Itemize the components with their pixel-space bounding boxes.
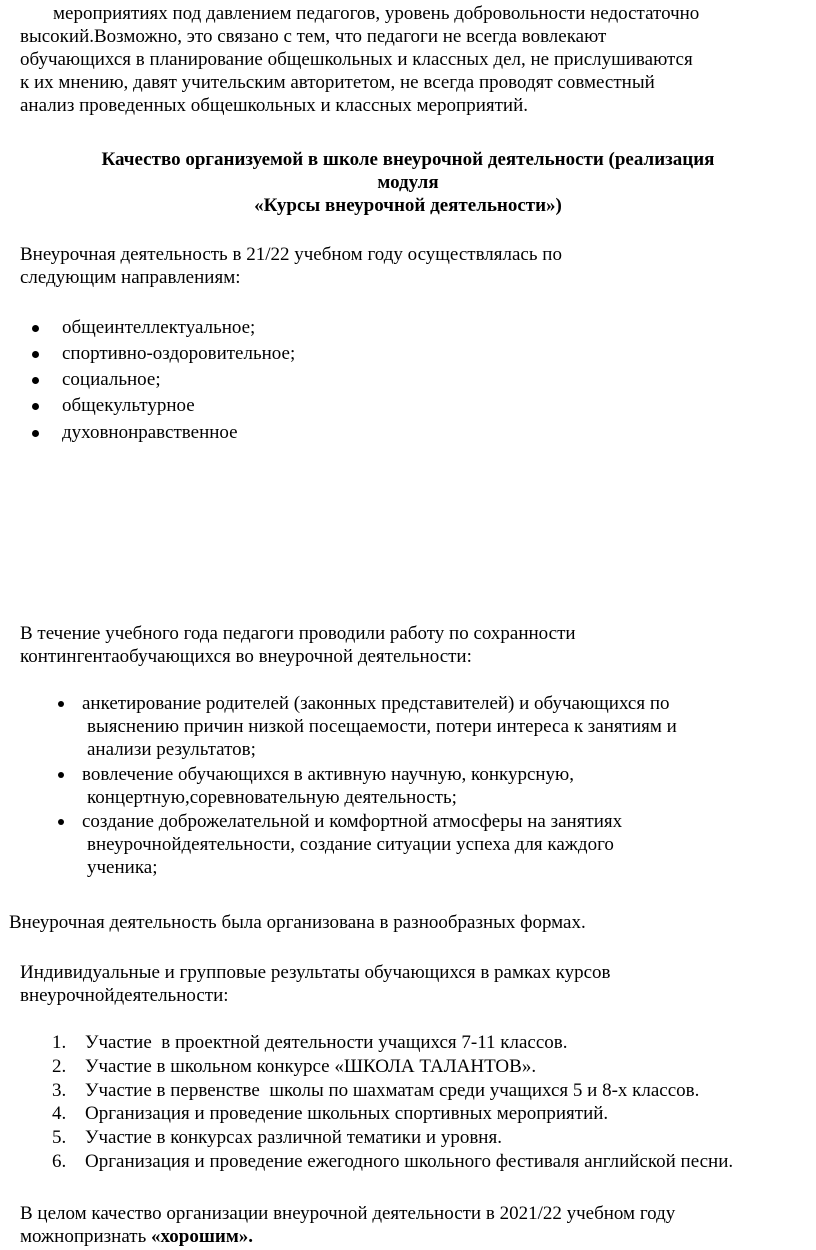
- results-list: [52, 1031, 812, 1174]
- list-item-text: создание доброжелательной и комфортной атмосферы на занятиях: [82, 811, 623, 832]
- list-item-text: Участие в первенстве школы по шахматам среди учащихся 5 и 8-х классов.: [85, 1079, 700, 1101]
- intro-paragraph: [20, 2, 699, 117]
- bullet-icon: [58, 701, 64, 707]
- bullet-icon: [32, 325, 39, 332]
- list-item-text: общекультурное: [62, 395, 195, 416]
- retention-list: [0, 692, 677, 881]
- list-item-text: ученика;: [87, 857, 158, 878]
- heading-line: модуля: [377, 172, 439, 193]
- conclusion-text: можнопризнать: [20, 1226, 152, 1247]
- list-item-text: социальное;: [62, 369, 161, 390]
- list-item-text: общеинтеллектуальное;: [62, 317, 256, 338]
- list-item-text: Участие в конкурсах различной тематики и уровня.: [85, 1127, 502, 1149]
- text-line: Внеурочная деятельность была организована в разнообразных формах.: [9, 912, 586, 933]
- bullet-icon: [32, 351, 39, 358]
- list-item: [52, 1150, 812, 1174]
- text-line: следующим направлениям:: [20, 267, 241, 288]
- text-line: мероприятиях под давлением педагогов, уровень добровольности недостаточно: [53, 3, 700, 24]
- list-item: [0, 342, 295, 368]
- list-item: [52, 1126, 812, 1150]
- text-line: [20, 1225, 675, 1248]
- results-paragraph: [20, 961, 610, 1007]
- list-item-text: спортивно-оздоровительное;: [62, 343, 296, 364]
- list-number: 3.: [52, 1079, 67, 1101]
- list-item-text: внеурочнойдеятельности, создание ситуации успеха для каждого: [87, 834, 614, 855]
- text-line: контингентаобучающихся во внеурочной деятельности:: [20, 646, 472, 667]
- text-line: Индивидуальные и групповые результаты обучающихся в рамках курсов: [20, 962, 611, 983]
- list-item: [0, 368, 295, 394]
- text-line: В целом качество организации внеурочной деятельности в 2021/22 учебном году: [20, 1203, 676, 1224]
- text-line: к их мнению, давят учительским авторитетом, не всегда проводят совместный: [20, 72, 655, 93]
- text-line: высокий.Возможно, это связано с тем, что педагоги не всегда вовлекают: [20, 26, 607, 47]
- directions-list: [0, 316, 295, 447]
- section-heading: [40, 148, 776, 217]
- list-item-text: анкетирование родителей (законных представителей) и обучающихся по: [82, 693, 670, 714]
- list-item: [0, 394, 295, 421]
- list-item: [0, 421, 295, 447]
- list-item: [0, 810, 677, 881]
- retention-paragraph: [20, 622, 576, 668]
- bullet-icon: [32, 403, 39, 410]
- list-item: [52, 1031, 812, 1055]
- list-item-text: концертную,соревновательную деятельность;: [87, 787, 457, 808]
- text-line: В течение учебного года педагоги проводили работу по сохранности: [20, 623, 576, 644]
- list-item-text: анализи результатов;: [87, 739, 256, 760]
- bullet-icon: [32, 377, 39, 384]
- list-item-text: вовлечение обучающихся в активную научную, конкурсную,: [82, 764, 574, 785]
- heading-line: «Курсы внеурочной деятельности»): [254, 195, 562, 216]
- heading-line: Качество организуемой в школе внеурочной деятельности (реализация: [101, 149, 715, 170]
- text-line: внеурочнойдеятельности:: [20, 985, 229, 1006]
- list-number: 2.: [52, 1055, 67, 1077]
- list-item-text: Участие в школьном конкурсе «ШКОЛА ТАЛАНТОВ».: [85, 1055, 537, 1077]
- list-item-text: Организация и проведение школьных спортивных мероприятий.: [85, 1103, 609, 1125]
- list-number: 1.: [52, 1032, 67, 1053]
- list-item-text: духовнонравственное: [62, 422, 238, 443]
- text-line: анализ проведенных общешкольных и классных мероприятий.: [20, 95, 529, 116]
- list-item: [52, 1079, 812, 1103]
- directions-paragraph: [20, 243, 562, 289]
- text-line: обучающихся в планирование общешкольных и классных дел, не прислушиваются: [20, 49, 693, 70]
- list-item-text: Организация и проведение ежегодного школьного фестиваля английской песни.: [85, 1150, 734, 1172]
- text-line: Внеурочная деятельность в 21/22 учебном году осуществлялась по: [20, 244, 562, 265]
- forms-paragraph: [9, 911, 586, 934]
- list-item: [0, 692, 677, 763]
- bullet-icon: [32, 430, 39, 437]
- list-item: [52, 1102, 812, 1126]
- conclusion-emphasis: «хорошим».: [151, 1226, 254, 1247]
- conclusion-paragraph: [20, 1202, 675, 1248]
- list-number: 4.: [52, 1103, 67, 1125]
- list-number: 6.: [52, 1150, 67, 1172]
- list-item-text: выяснению причин низкой посещаемости, потери интереса к занятиям и: [87, 716, 677, 737]
- list-item: [52, 1055, 812, 1079]
- bullet-icon: [58, 772, 64, 778]
- list-item-text: Участие в проектной деятельности учащихся 7-11 классов.: [85, 1032, 568, 1053]
- list-item: [0, 316, 295, 342]
- list-number: 5.: [52, 1127, 67, 1149]
- list-item: [0, 763, 677, 810]
- bullet-icon: [58, 819, 64, 825]
